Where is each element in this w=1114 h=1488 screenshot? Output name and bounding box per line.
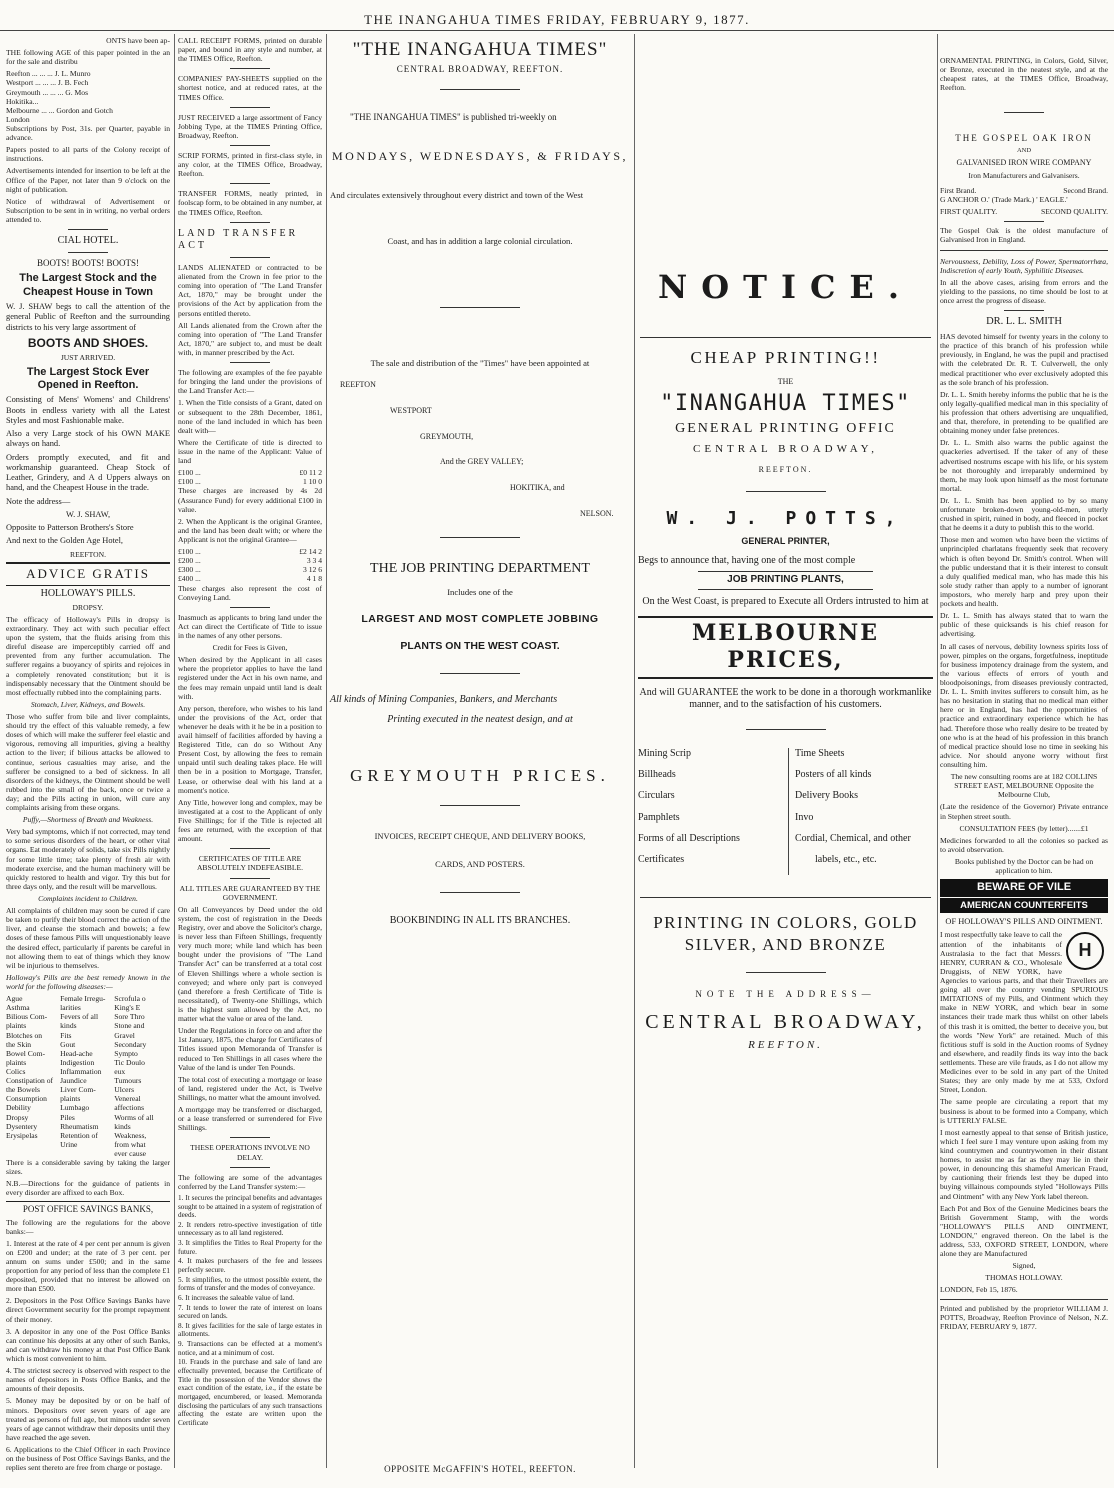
disease-cell: Indigestion [60,1057,95,1067]
coast-text: Coast, and has in addition a large colonial circulation. [387,236,573,247]
advantage-item: 7. It tends to lower the rate of interest on loans secured on lands. [178,1303,322,1321]
note-address: NOTE THE ADDRESS— [695,989,876,1000]
includes-text: Includes one of the [447,586,513,597]
printing-neat: Printing executed in the neatest design, and at [387,714,573,726]
smith-text-3: Dr. L. L. Smith also warns the public against the quackeries advertised. If the taker of any of these advertised nostrums escape with his life, or his system be not thoroughly and irreparably undermined by them, he may look upon himself as the most fortunate mortal. [940,438,1108,493]
nervousness-text: Nervousness, Debility, Loss of Power, Spermatorrhœa, Indiscretion of early Youth, Syphilitic Diseases. [940,256,1108,275]
advantage-item: 10. Frauds in the purchase and sale of land are effectually prevented, because the Certificate of Title in the possession of the Vendor shows the exact condition of the estate, i.e., if the estate be mortgaged, encumbered, or leased. Memoranda disclosing the particulars of any such transactions affecting the estate are written upon the Certificate [178,1358,322,1427]
disease-cell: Worms of all [114,1112,154,1122]
disease-cell: Fits [60,1030,72,1040]
disease-cell: Venereal [114,1094,141,1104]
disease-row [6,1003,170,1012]
advantage-item: 2. It renders retro-spective investigation of title unnecessary as to all land registered. [178,1220,322,1238]
advantages-list [178,1194,322,1428]
days-text: MONDAYS, WEDNESDAYS, & FRIDAYS, [332,149,628,164]
disease-cell: Scrofula o [114,994,146,1004]
disease-cell: the Bowels [6,1085,40,1095]
disease-cell [6,1149,60,1158]
advice-gratis: ADVICE GRATIS [26,565,150,581]
disease-cell: King's E [114,1003,141,1013]
where-cert: Where the Certificate of title is directed to issue in the name of the Applicant: Value of land [178,437,322,466]
plants-heading: PLANTS ON THE WEST COAST. [400,640,560,653]
london-date: LONDON, Feb 15, 1876. [940,1285,1018,1295]
services-list [638,748,933,875]
second-brand: Second Brand. [1063,186,1108,196]
disease-cell: Consumption [6,1094,47,1104]
cheap-printing: CHEAP PRINTING!! [690,348,881,368]
largest-jobbing: LARGEST AND MOST COMPLETE JOBBING [361,613,599,626]
fee-row: £300 ... 3 12 6 [178,565,322,575]
advantage-item: 9. Transactions can be effected at a moment's notice, and at a minimum of cost. [178,1340,322,1357]
advantages-intro: The following are some of the advantages conferred by the Land Transfer system:— [178,1172,322,1191]
of-holloway-heading: OF HOLLOWAY'S PILLS AND OINTMENT. [945,917,1103,927]
divider [746,972,826,973]
next-to-text: And next to the Golden Age Hotel, [6,536,123,546]
disease-cell: Debility [6,1103,31,1113]
and-text: AND [1016,147,1032,155]
footer-address: OPPOSITE McGAFFIN'S HOTEL, REEFTON. [384,1464,576,1474]
general-printer: GENERAL PRINTER, [741,535,830,546]
divider [746,491,826,492]
subscription-text: Subscriptions by Post, 31s. per Quarter, payable in advance. [6,123,170,143]
disease-cell: Colics [6,1067,26,1076]
any-title: Any Title, however long and complex, may be investigated at a cost to the Applicant of only Five Shillings; for if the Title is rejected all fees are returned, with the exception of that amount. [178,797,322,844]
disease-cell: Urine [60,1139,78,1149]
ornamental-ad: ORNAMENTAL PRINTING, in Colors, Gold, Silver, or Bronze, executed in the neatest style, and at the cheapest rates, at the TIMES Office, Broadway, Reefton. [940,56,1108,93]
adverts-text: Advertisements intended for insertion to be left at the Office of the Paper, not later than 9 o'clock on the night of publication. [6,166,170,194]
disease-cell: Secondary [114,1039,147,1049]
under-regs: Under the Regulations in force on and after the 1st January, 1875, the charge for Certificates of Titles issued upon Memoranda of Transfer is reduced to Ten Shillings in all cases where the Value of the land is under Ten Pounds. [178,1026,322,1072]
disease-cell: Head-ache [60,1048,93,1058]
example-1: 1. When the Title consists of a Grant, dated on or subsequent to the 28th December, 1861, none of the land included in which has been dealt with— [178,398,322,435]
divider [440,892,520,893]
inasmuch-text: Inasmuch as applicants to bring land under the Act can direct the Certificate of Title to issue in the names of any other persons. [178,612,322,640]
post-office-heading: POST OFFICE SAVINGS BANKS, [22,1203,154,1214]
disease-row [6,1149,170,1158]
po-intro: The following are the regulations for the above banks:— [6,1217,170,1236]
disease-cell: Dysentery [6,1121,38,1131]
signed-text: Signed, [1012,1261,1036,1271]
po-items [6,1239,170,1473]
disease-cell: affections [114,1103,145,1113]
disease-cell: Tic Doulo [114,1057,145,1067]
times-title: "THE INANGAHUA TIMES" [352,39,608,60]
call-receipt-ad: CALL RECEIPT FORMS, printed on durable paper, and bound in any style and number, at the TIMES Office, Reefton. [178,36,322,64]
disease-cell: ever cause [114,1148,147,1158]
disease-row [6,1058,170,1067]
just-arrived: JUST ARRIVED. [60,353,116,363]
disease-row [6,1103,170,1112]
disease-row [6,1076,170,1085]
disease-row [6,1040,170,1049]
disease-cell: Bowel Com- [6,1048,46,1058]
anchor-text: G ANCHOR O.' (Trade Mark.) ' EAGLE.' [940,195,1068,205]
services-left [638,748,789,875]
best-remedy: Holloway's Pills are the best remedy known in the world for the following diseases:— [6,972,170,992]
disease-cell: Dropsy [6,1112,29,1122]
job-dept-heading: THE JOB PRINTING DEPARTMENT [370,560,590,576]
shaw-intro: W. J. SHAW begs to call the attention of the general Public of Reefton and the surrounding districts to his very large assortment of [6,302,170,332]
hotel-name: CIAL HOTEL. [57,235,119,247]
disease-row [6,1049,170,1058]
galvanised-heading: GALVANISED IRON WIRE COMPANY [956,158,1092,168]
column-5 [940,36,1108,1460]
disease-cell: Female Irregu- [60,994,106,1004]
any-person: Any person, therefore, who wishes to his land under the provisions of the Act, order that whenever he deals with it he be in a position to avail himself of facilities afforded by having a Registered Title, can do so Without Any Present Cost, by allowing the fees to remain unpaid until such dealing takes place. He will then be in a position to Mortgage, Transfer, Lease, or otherwise deal with his land at a moment's notice. [178,703,322,795]
place-item: GREYMOUTH, [420,431,474,441]
divider [440,537,520,538]
these-charges: These charges also represent the cost of Conveying Land. [178,583,322,602]
fee-row: £100 ... 1 10 0 [178,477,322,487]
consultation-text: CONSULTATION FEES (by letter).......£1 [959,823,1089,833]
no-delay-heading: THESE OPERATIONS INVOLVE NO DELAY. [190,1143,310,1162]
agent-line: London [6,114,30,124]
invoices-text: INVOICES, RECEIPT CHEQUE, AND DELIVERY BOOKS, [374,831,586,841]
agent-line: Greymouth ... ... ... G. Mos [6,87,89,97]
agent-line: Reefton ... ... ... J. L. Munro [6,69,91,79]
place-item: And the GREY VALLEY; [440,457,524,467]
disease-cell: Sore Thro [114,1012,145,1022]
disease-cell: eux [114,1067,126,1076]
gospel-heading: THE GOSPEL OAK IRON [955,133,1093,144]
disease-cell: kinds [60,1021,77,1031]
disease-cell: Weakness, [114,1130,147,1140]
central-broadway: CENTRAL BROADWAY, [693,443,878,456]
po-item: 2. Depositors in the Post Office Savings Banks have direct Government security for the prompt repayment of their money. [6,1296,170,1324]
agents-list [6,69,170,124]
beware-banner: BEWARE OF VILE [940,879,1108,896]
certificates-heading: CERTIFICATES OF TITLE ARE ABSOLUTELY INDEFEASIBLE. [196,854,304,873]
divider [1004,112,1044,113]
consisting-text: Consisting of Mens' Womens' and Childrens' Boots in endless variety with all the Latest Styles and most Fashionable make. [6,395,170,425]
central-broadway-big: CENTRAL BROADWAY, [645,1011,926,1034]
po-item: 3. A depositor in any one of the Post Office Banks can continue his deposits at any other of such Banks, and can withdraw his money at that Post Office Bank which is most convenient to him. [6,1326,170,1364]
disease-cell: Constipation of [6,1076,54,1086]
fee-row: £400 ... 4 1 8 [178,574,322,584]
disease-cell: from what [114,1139,146,1149]
column-3 [330,36,630,1460]
disease-cell: Jaundice [60,1076,87,1086]
divider [68,252,108,253]
disease-cell: Erysipelas [6,1130,38,1140]
puffy-heading: Puffy,—Shortness of Breath and Weakness. [22,815,154,825]
disease-row [6,1094,170,1103]
agent-line: Melbourne ... ... Gordon and Gotch [6,105,113,115]
places-list [330,380,630,519]
greymouth-prices: GREYMOUTH PRICES. [350,766,610,786]
times-name: "INANGAHUA TIMES" [660,390,911,416]
disease-cell [6,1140,60,1149]
potts-name: W. J. POTTS, [666,507,905,529]
counterfeits-banner: AMERICAN COUNTERFEITS [940,898,1108,914]
column-4 [638,36,933,1460]
papers-text: Papers posted to all parts of the Colony receipt of instructions. [6,145,170,164]
service-item: Billheads [638,769,676,781]
service-item: Invo [795,811,814,823]
divider [1004,310,1044,311]
disease-row [6,1031,170,1040]
job-plants: JOB PRINTING PLANTS, [727,573,844,585]
agent-line: Hokitika... [6,96,39,106]
column-rule [326,34,327,1468]
disease-row [6,1131,170,1140]
header-rule [0,30,1114,31]
melbourne-prices: MELBOURNE PRICES, [691,620,880,673]
withdrawal-text: Notice of withdrawal of Advertisement or Subscription to be sent in in writing, no verbal orders attended to. [6,196,170,224]
begs-text: Begs to announce that, having one of the most comple [638,554,856,566]
disease-cell: kinds [114,1121,131,1131]
smith-heading: DR. L. L. SMITH [986,316,1062,328]
place-item: NELSON. [580,508,614,518]
disease-cell: Sympto [114,1048,138,1058]
service-item: Mining Scrip [638,748,692,760]
place-item: HOKITIKA, and [510,483,565,493]
service-item: Time Sheets [795,748,845,760]
smith-text-7: In all cases of nervous, debility lowness spirits loss of power, pimples on the organs, forgetfulness, ineptitude for business impotency drainage from the system, and the various effects of errors of youth and bloodpoisonings, from diseases previously contracted, Dr. L. L. Smith invites sufferers to consult him, as he has no hesitation in stating that no medical man either here or in England, has had the opportunities of practice and extraordinary experience which he has had. Therefore those who really desire to be treated by one who is at the head of his profession in this branch of medical practice should lose no time in seeking his advice. Nor should anyone worry without first consulting him. [940,641,1108,769]
po-item: 4. The strictest secrecy is observed with respect to the names of depositors in Posts Office Banks, and the amounts of their deposits. [6,1366,170,1394]
bookbinding: BOOKBINDING IN ALL ITS BRANCHES. [389,915,571,927]
also-text: Also a very Large stock of his OWN MAKE always on hand. [6,429,170,449]
po-item: 5. Money may be deposited by or on be half of minors. Depositors over seven years of age are treated as persons of full age, but minors under seven years of age cannot withdraw their deposits until they have reached the age seven. [6,1396,170,1442]
all-titles-heading: ALL TITLES ARE GUARANTEED BY THE GOVERNMENT. [179,883,321,902]
books-text: Books published by the Doctor can be had on application to him. [954,856,1094,876]
credit-text: When desired by the Applicant in all cases where the proprietor applies to have the land registered under the Act in his own name, and the fees may remain unpaid until land is dealt with. [178,655,322,701]
stomach-text: Those who suffer from bile and liver complaints, should try the effect of this valuable remedy, a few doses of which will make the sufferer feel elastic and vigorous, removing all impurities, giving a healthy action to the liver; if bilious attacks be allowed to continue, serious casualties may arise, and the sufferer be consigned to a bed of sickness. In all disorders of the kidneys, the Ointment should be well rubbed into the small of the back, once or twice a day; and the Pills acting in union, will cure any complaints arising from these organs. [6,711,170,813]
advantage-item: 3. It simplifies the Titles to Real Property for the future. [178,1239,322,1256]
column-rule [634,34,635,1468]
transfer-ad: TRANSFER FORMS, neatly printed, in foolscap form, to be obtained in any number, at the TIMES Office, Reefton. [178,189,322,217]
total-cost: The total cost of executing a mortgage or lease of land, registered under the Act, is Twelve Shillings, no matter what the amount involved. [178,1074,322,1102]
po-item: 1. Interest at the rate of 4 per cent per annum is given on £200 and under; at the rate of 3 per cent. per annum on sums under £500; and in the same proportion for any period of less than the complete £1 deposited, provided that no interest be allowed on more than £500. [6,1238,170,1294]
service-item: Pamphlets [638,811,680,823]
reefton-address: REEFTON. [748,1038,823,1051]
examples-text: The following are examples of the fee payable for bringing the land under the provisions of the Land Transfer Act:— [178,368,322,396]
all-lands: All Lands alienated from the Crown after the coming into operation of "The Land Transfer Act, 1870," are subject to, and must be dealt with, in manner prescribed by the Act. [178,320,322,357]
smith-text-2: Dr. L. L. Smith hereby informs the public that he is the only legally-qualified medical man in this speciality of his profession that others advertising are unqualified, and that, therefore, in pretending to be qualified are obtaining money under false pretences. [940,389,1108,436]
lands-alienated: LANDS ALIENATED or contracted to be alienated from the Crown in fee prior to the coming into operation of "The Land Transfer Act, 1870," may be brought under the provisions of the Act by application from the persons entitled thereto. [178,263,322,318]
disease-cell: Ulcers [114,1085,135,1095]
advantage-item: 4. It makes purchasers of the fee and lessees perfectly secure. [178,1257,322,1274]
disease-cell: plaints [60,1094,81,1104]
charges-increased: These charges are increased by 4s 2d (Assurance Fund) for every additional £100 in value. [178,486,322,514]
on-coast-text: On the West Coast, is prepared to Execute all Orders intrusted to him at [642,595,929,607]
rooms-text: The new consulting rooms are at 182 COLLINS STREET EAST, MELBOURNE Opposite the Melbourne Club, [950,772,1098,800]
disease-cell: Gout [60,1039,76,1049]
service-item: Cordial, Chemical, and other [795,832,911,844]
disease-cell: Inflammation [60,1067,102,1076]
disease-row [6,1021,170,1030]
advantage-item: 1. It secures the principal benefits and advantages sought to be attained in a system of registration of deeds. [178,1193,322,1220]
disease-cell: plaints [6,1057,27,1067]
in-all-text: In all the above cases, arising from errors and the yielding to the passions, no time should be lost to at once arrest the progress of disease. [940,277,1108,306]
times-address: CENTRAL BROADWAY, REEFTON. [396,64,564,75]
smith-text-6: Dr. L. L. Smith has always stated that to warn the public of these quicksands is his chief reason for advertising. [940,611,1108,639]
printed-by: Printed and published by the proprietor WILLIAM J. POTTS, Broadway, Reefton Province of Nelson, N.Z. FRIDAY, FEBRUARY 9, 1877. [940,1303,1108,1331]
agents-text: THE following AGE of this paper pointed in the an for the sale and distribu [6,48,170,67]
disease-cell: Gravel [114,1030,135,1040]
divider [440,89,520,90]
holloway-text-4: Each Pot and Box of the Genuine Medicines bears the British Government Stamp, with the words "HOLLOWAY'S PILLS AND OINTMENT, LONDON," engraved thereon. On the label is the address, 533, OXFORD STREET, LONDON, where alone they are Manufactured [940,1203,1108,1259]
fee-row: £200 ... 3 3 4 [178,556,322,566]
disease-cell: Tumours [114,1076,142,1086]
holloway-text-2: The same people are circulating a report that my business is about to be formed into a Company, which is UTTERLY FALSE. [940,1097,1108,1125]
boots-cry: BOOTS! BOOTS! BOOTS! [36,258,139,269]
opposite-text: Opposite to Patterson Brothers's Store [6,523,134,533]
example-2: 2. When the Applicant is the original Grantee, and the land has been dealt with; or where the Applicant is not the original Grantee— [178,516,322,544]
disease-cell: Fevers of all [60,1012,99,1022]
disease-cell: Stone and [114,1021,145,1031]
disease-cell: Blotches on [6,1030,43,1040]
disease-cell [60,1149,114,1158]
conveyances-text: On all Conveyances by Deed under the old system, the cost of registration in the Deeds Registry, over and above the Solicitor's charge, is never less than Fifteen Shillings, frequently very much more; while land which has been bought under the provisions of "The Land Transfer Act" can be transferred at a total cost of Eleven Shillings where a whole section is conveyed; and where only part is conveyed (and therefore a fresh Certificate of Title is necessitated), of Twenty-one Shillings, which is the highest sum allowed by the Act, no matter what the value or area of the land. [178,904,322,1024]
disease-row [6,1140,170,1149]
saving-note: There is a considerable saving by taking the larger sizes. [6,1158,170,1177]
diseases-table [6,994,170,1158]
disease-cell: Lumbago [60,1103,90,1113]
disease-cell: Ague [6,994,23,1004]
divider [68,229,108,230]
reefton-text: REEFTON. [758,464,813,474]
land-act-heading: LAND TRANSFER ACT [178,227,299,251]
second-quality: SECOND QUALITY. [1041,207,1108,217]
disease-row [6,1085,170,1094]
disease-cell: plaints [6,1021,27,1031]
place-item: REEFTON [340,380,376,390]
disease-cell: Piles [60,1112,75,1122]
nb-note: N.B.—Directions for the guidance of patients in every disorder are affixed to each Box. [6,1179,170,1198]
advantage-item: 6. It increases the saleable value of land. [178,1293,295,1302]
divider [440,307,520,308]
the-text: THE [777,376,794,386]
disease-row [6,1012,170,1021]
first-brand: First Brand. [940,186,977,196]
column-1 [6,36,170,1473]
shaw-name: W. J. SHAW, [65,509,111,519]
column-rule [937,34,938,1468]
medicines-text: Medicines forwarded to all the colonies so packed as to avoid observation. [940,835,1108,854]
service-item: Forms of all Descriptions [638,832,740,844]
dropsy-heading: DROPSY. [72,602,104,612]
column-2 [178,36,322,1460]
column-rule [174,34,175,1468]
service-item: Delivery Books [795,790,859,802]
puffy-text: Very bad symptoms, which if not corrected, may tend to some serious disorders of the heart, or other vital organs. Eat moderately of solids, take six Pills nightly for some little time; take plenty of fresh air with moderate exercise, and the human machinery will be quickly restored to health and vigor. Try this but for three days only, and the result will be marvellous. [6,827,170,891]
disease-row [6,1113,170,1122]
notice-heading: NOTICE. [658,268,913,306]
newspaper-header: THE INANGAHUA TIMES FRIDAY, FEBRUARY 9, 1877. [364,12,750,27]
divider [440,673,520,674]
manufacturers-text: Iron Manufacturers and Galvanisers. [968,171,1080,181]
smith-text-5: Those men and women who have been the victims of unprincipled charlatans frequently seek that recovery which is often beyond Dr. Smith's control. When will the public understand that it is their interest to consult a duly qualified medical man, who has made this his sole study rather than apply to a number of ignorant impostors, who merely harp and prey upon their pockets and health. [940,535,1108,609]
thomas-holloway: THOMAS HOLLOWAY. [985,1273,1063,1283]
scrip-ad: SCRIP FORMS, printed in first-class style, in any color, at the TIMES Office, Broadway, Reefton. [178,150,322,179]
fee-row: £100 ... £2 14 2 [178,547,322,557]
largest-stock-ever: The Largest Stock Ever Opened in Reefton. [26,365,150,391]
disease-cell: Retention of [60,1130,98,1140]
circulates-text: And circulates extensively throughout every district and town of the West [330,189,584,200]
all-kinds: All kinds of Mining Companies, Bankers, and Merchants [330,693,558,705]
fee-row: £100 ... £0 11 2 [178,468,322,478]
disease-row [6,1122,170,1131]
guarantee-text: And will GUARANTEE the work to be done in a thorough workmanlike manner, and to the satisfaction of his customers. [639,686,932,710]
companies-ad: COMPANIES' PAY-SHEETS supplied on the shortest notice, and at reduced rates, at the TIMES Office. [178,74,322,102]
service-item: Certificates [638,854,685,866]
agents-intro: ONTS have been ap- [106,36,170,45]
divider [1004,221,1044,222]
smith-text-4: Dr. L. L. Smith has been applied to by so many unfortunate broken-down young-old-men, utterly crushed in spirit, ruined in body, and fleeced in pocket that he deems it a duty to publish this to the world. [940,495,1108,533]
general-printing: GENERAL PRINTING OFFIC [675,421,896,437]
dropsy-text: The efficacy of Holloway's Pills in dropsy is extraordinary. They act with such peculiar effect upon the system, that the fluids arising from this direful disease are imperceptibly carried off and prevented from any further accumulation. The sufferer regains a buoyancy of spirits and rejoices in a completely renovated constitution; but it is indispensably necessary that the Ointment should be most effectually rubbed into the complaining parts. [6,614,170,697]
smith-text: HAS devoted himself for twenty years in the colony to the practice of this branch of his profession while previously, in England, he was the pupil and practised with the celebrated Dr. R. T. Culverwell, the only medical practitioner who ever exclusively adopted this as the sole branch of his profession. [940,332,1108,387]
holloway-text-3: I most earnestly appeal to that sense of British justice, which I feel sure I may venture upon asking from my kind countrymen and countrywomen in their distant homes, to assist me as far as they may lie in their power, in denouncing this shameful American Fraud, by cautioning their friends lest they be duped into buying villainous compounds styled "Holloways Pills and Ointment" with any New York label thereon. [940,1127,1108,1201]
service-item: labels, etc., etc. [815,854,877,866]
divider [440,805,520,806]
just-received-ad: JUST RECEIVED a large assortment of Fancy Jobbing Type, at the TIMES Printing Office, Broadway, Reefton. [178,112,322,140]
services-right [789,748,911,875]
sale-text: The sale and distribution of the "Times" have been appointed at [370,357,590,368]
holloway-heading: HOLLOWAY'S PILLS. [40,587,136,599]
note-address: Note the address— [6,496,71,506]
children-text: All complaints of children may soon be cured if care be taken to purify their blood correct the action of the liver, and cleanse the stomach and bowels; a few doses of these famous Pills will unquestionably leave the desired effect, particularly if parents be careful in not allowing them to eat of things which they know wil be injurious to themselves. [6,906,170,970]
disease-cell: Liver Com- [60,1085,96,1095]
advantage-item: 5. It simplifies, to the utmost possible extent, the forms of transfer and the modes of conveyance. [178,1275,322,1293]
disease-cell: larities [60,1003,81,1013]
disease-cell: Rheumatism [60,1121,99,1131]
oldest-text: The Gospel Oak is the oldest manufacture of Galvanised Iron in England. [940,225,1108,244]
disease-cell: Asthma [6,1003,30,1013]
disease-row [6,1067,170,1076]
service-item: Circulars [638,790,675,802]
published-text: "THE INANGAHUA TIMES" is published tri-weekly on [350,112,557,123]
disease-cell: the Skin [6,1039,32,1049]
mortgage-text: A mortgage may be transferred or discharged, or a lease transferred or surrendered for Five Shillings. [178,1105,322,1133]
stomach-heading: Stomach, Liver, Kidneys, and Bowels. [30,699,146,709]
boots-shoes-heading: BOOTS AND SHOES. [27,335,149,350]
rule [640,337,931,338]
first-quality: FIRST QUALITY. [940,207,998,217]
po-item: 6. Applications to the Chief Officer in each Province on the business of Post Office Savings Banks, and the replies sent thereto are free from charge or postage. [6,1445,170,1473]
disease-row [6,994,170,1003]
disease-cell: Bilious Com- [6,1012,48,1022]
holloway-trademark-logo: H [1066,932,1104,970]
agent-line: Westport ... ... ... J. B. Fech [6,78,89,88]
divider [746,729,826,730]
place-item: WESTPORT [390,405,432,415]
orders-text: Orders promptly executed, and fit and workmanship guaranteed. Cheap Stock of Leather, Grindery, and A d Uppers always on hand, and the Cheapest House in the trade. [6,452,170,493]
holloway-text: I most respectfully take leave to call the attention of the inhabitants of Australasia to the fact that Messrs. HENRY, CURRAN & CO., Wholesale Druggists, of NEW YORK, have Agencies to various parts, and that their Travellers are going all over the country vending SPURIOUS IMITATIONS of my Pills, and Ointment which they make in NEW YORK, and which bear in some instances their trade mark thus whilst on other labels of this trash it is omitted, the better to deceive you, but the words "New York" are retained. Much of this fictitious stuff is sold in the Auction rooms of Sydney and elsewhere, and readily finds its way into the back settlements. These are vile frauds, as I do not allow my Medicines ever to be sold in any part of the United States; they are only made by me at 533, Oxford Street, London. [940,930,1108,1095]
advantage-item: 8. It gives facilities for the sale of large estates in allotments. [178,1321,322,1339]
children-heading: Complaints incident to Children. [38,894,138,904]
largest-stock-heading: The Largest Stock and the Cheapest House in Town [19,272,157,298]
reefton-small: REEFTON. [70,549,106,559]
colors-heading: PRINTING IN COLORS, GOLD SILVER, AND BRONZE [653,913,918,955]
cards-text: CARDS, AND POSTERS. [435,860,525,870]
late-text: (Late the residence of the Governor) Private entrance in Stephen street south. [940,802,1108,821]
service-item: Posters of all kinds [795,769,872,781]
credit-heading: Credit for Fees is Given, [212,643,288,653]
